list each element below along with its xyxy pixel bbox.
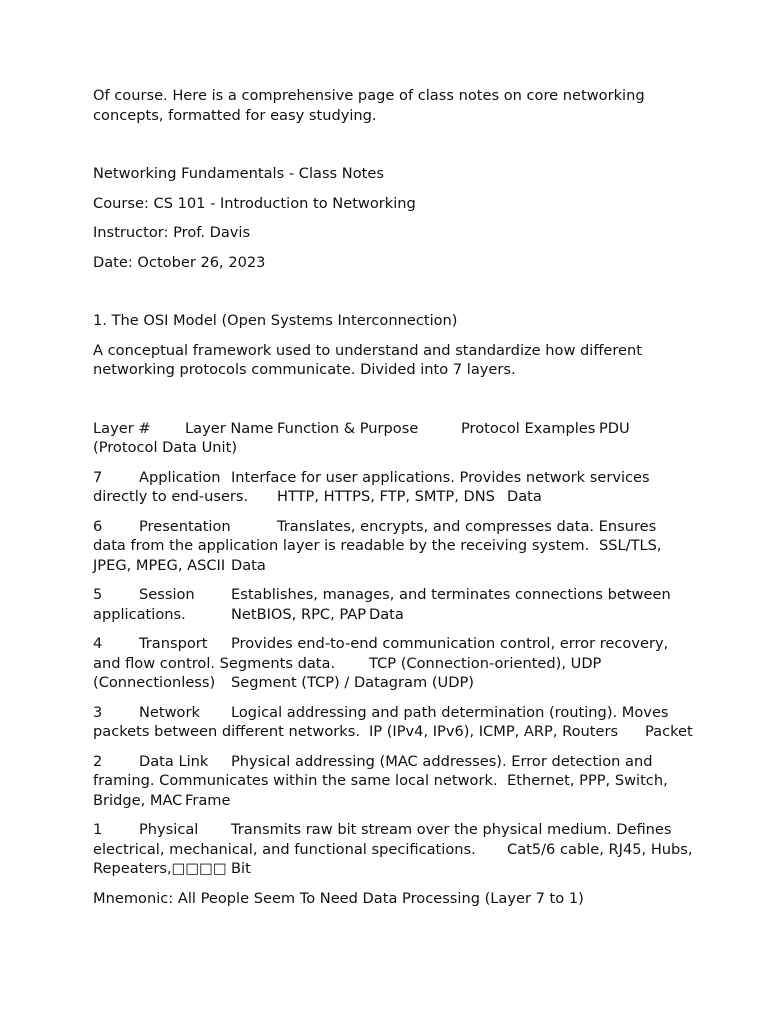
section-heading: 1. The OSI Model (Open Systems Interconnection) xyxy=(93,312,458,329)
spacer xyxy=(93,390,693,419)
notes-title: Networking Fundamentals - Class Notes xyxy=(93,165,384,182)
spacer xyxy=(93,135,693,164)
table-row: 1 Physical Transmits raw bit stream over the physical medium. Defines electrical, mechanical, and functional specifications. Cat5/6 cable, RJ45, Hubs, Repeaters,□□□□ Bit xyxy=(93,821,698,877)
table-row: 7 Application Interface for user applications. Provides network services directly to end-users. HTTP, HTTPS, FTP, SMTP, DNS Data xyxy=(93,468,655,505)
section-description: A conceptual framework used to understand and standardize how different networking protocols communicate. Divided into 7 layers. xyxy=(93,341,647,378)
table-row: 4 Transport Provides end-to-end communication control, error recovery, and flow control. Segments data. TCP (Connection-oriented), UDP (Connectionless) Segment (TCP) / Datagram (UDP) xyxy=(93,635,673,691)
document-page xyxy=(93,86,698,918)
instructor-line: Instructor: Prof. Davis xyxy=(93,224,251,241)
table-row: 6 Presentation Translates, encrypts, and compresses data. Ensures data from the application layer is readable by the receiving system. SSL/TLS, JPEG, MPEG, ASCII Data xyxy=(93,517,667,574)
table-header-row: Layer # Layer Name Function & Purpose Protocol Examples PDU (Protocol Data Unit) xyxy=(93,419,635,456)
table-row: 5 Session Establishes, manages, and terminates connections between applications. NetBIOS, RPC, PAP Data xyxy=(93,586,676,623)
date-line: Date: October 26, 2023 xyxy=(93,253,266,271)
intro-paragraph: Of course. Here is a comprehensive page of class notes on core networking concepts, formatted for easy studying. xyxy=(93,87,650,124)
mnemonic-line: Mnemonic: All People Seem To Need Data Processing (Layer 7 to 1) xyxy=(93,889,584,907)
table-row: 3 Network Logical addressing and path determination (routing). Moves packets between different networks. IP (IPv4, IPv6), ICMP, ARP, Routers Packet xyxy=(93,703,693,740)
table-row: 2 Data Link Physical addressing (MAC addresses). Error detection and framing. Communicates within the same local network. Ethernet, PPP, Switch, Bridge, MAC Frame xyxy=(93,752,673,809)
spacer xyxy=(93,282,693,311)
course-line: Course: CS 101 - Introduction to Networking xyxy=(93,194,416,212)
